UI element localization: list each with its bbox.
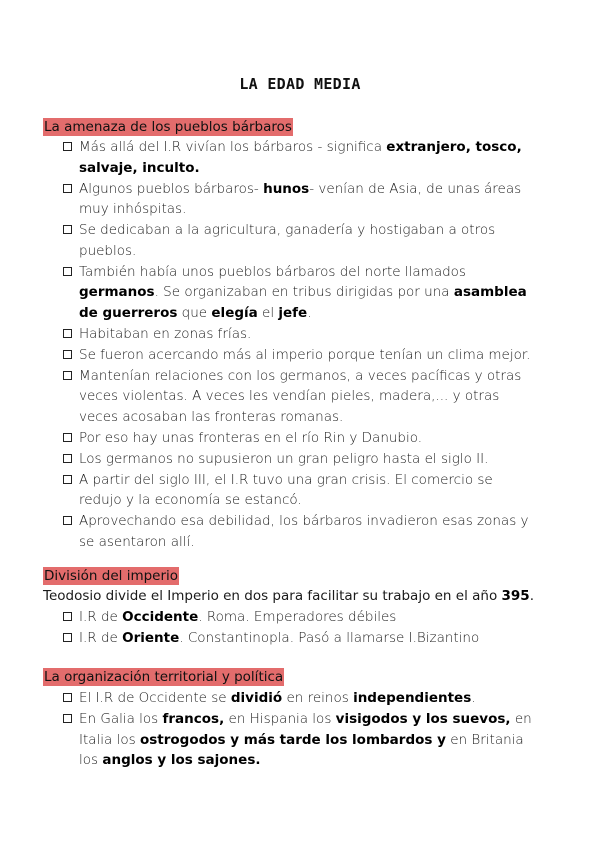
- checkbox-bullet-icon: [63, 454, 72, 463]
- text-segment: en Britania los: [79, 731, 524, 768]
- text-segment: en Hispania los: [224, 711, 336, 727]
- bold-text: independientes: [353, 690, 472, 706]
- text-segment: Los germanos no supusieron un gran peligro hasta el siglo II.: [79, 450, 489, 467]
- list-item: [63, 688, 538, 709]
- list-item: [63, 511, 538, 552]
- section-heading-territorial-organization: La organización territorial y política: [44, 669, 284, 685]
- text-segment: .: [307, 304, 312, 321]
- bold-text: Oriente: [122, 630, 180, 646]
- list-item: [63, 137, 538, 178]
- text-segment: En Galia los: [79, 711, 163, 727]
- checkbox-bullet-icon: [63, 693, 72, 702]
- bold-text: francos,: [162, 711, 225, 727]
- checkbox-bullet-icon: [63, 184, 72, 193]
- checkbox-bullet-icon: [63, 371, 72, 380]
- barbarian-threat-list: [63, 137, 538, 553]
- bold-text: jefe: [278, 304, 308, 321]
- text-segment: Por eso hay unas fronteras en el río Rin y Danubio.: [79, 429, 423, 446]
- checkbox-bullet-icon: [63, 225, 72, 234]
- list-item: [63, 262, 538, 324]
- checkbox-bullet-icon: [63, 714, 72, 723]
- list-item: [63, 709, 538, 771]
- list-item: [63, 324, 538, 345]
- text-segment: .: [529, 588, 534, 604]
- text-segment: Se dedicaban a la agricultura, ganadería y hostigaban a otros pueblos.: [79, 222, 496, 259]
- territorial-organization-list: [63, 688, 538, 771]
- text-segment: Algunos pueblos bárbaros-: [79, 180, 264, 197]
- text-segment: en reinos: [282, 690, 354, 706]
- text-segment: que: [177, 304, 212, 321]
- bold-text: 395: [501, 588, 530, 604]
- empire-division-intro: [43, 586, 563, 607]
- text-segment: El I.R de Occidente se: [79, 690, 231, 706]
- text-segment: I.R de: [79, 609, 123, 625]
- checkbox-bullet-icon: [63, 475, 72, 484]
- text-segment: en Italia los: [79, 711, 532, 748]
- text-segment: Se fueron acercando más al imperio porque tenían un clima mejor.: [79, 346, 531, 363]
- checkbox-bullet-icon: [63, 612, 72, 621]
- text-segment: . Se organizaban en tribus dirigidas por una: [154, 284, 454, 300]
- text-segment: . Constantinopla. Pasó a llamarse I.Bizantino: [179, 630, 480, 646]
- bold-text: asamblea de guerreros: [79, 284, 527, 321]
- page-title: LA EDAD MEDIA: [239, 75, 361, 93]
- checkbox-bullet-icon: [63, 267, 72, 276]
- text-segment: Habitaban en zonas frías.: [79, 325, 252, 342]
- checkbox-bullet-icon: [63, 142, 72, 151]
- list-item: [63, 345, 538, 366]
- text-segment: .: [471, 690, 476, 706]
- list-item: [63, 428, 538, 449]
- checkbox-bullet-icon: [63, 633, 72, 642]
- bold-text: elegía: [211, 304, 258, 321]
- list-item: [63, 449, 538, 470]
- bold-text: dividió: [230, 690, 283, 706]
- bold-text: hunos: [263, 180, 310, 197]
- checkbox-bullet-icon: [63, 433, 72, 442]
- checkbox-bullet-icon: [63, 329, 72, 338]
- section-heading-barbarian-threat: La amenaza de los pueblos bárbaros: [44, 119, 292, 135]
- bold-text: extranjero, tosco, salvaje, inculto.: [79, 139, 522, 176]
- text-segment: el: [257, 304, 279, 321]
- checkbox-bullet-icon: [63, 350, 72, 359]
- text-segment: Teodosio divide el Imperio en dos para facilitar su trabajo en el año: [43, 588, 502, 604]
- text-segment: Más allá del I.R vivían los bárbaros - significa: [79, 139, 387, 155]
- checkbox-bullet-icon: [63, 516, 72, 525]
- bold-text: visigodos y los suevos,: [335, 711, 511, 727]
- list-item: [63, 607, 538, 628]
- list-item: [63, 628, 538, 649]
- text-segment: También había unos pueblos bárbaros del norte llamados: [79, 263, 466, 280]
- empire-division-list: [63, 607, 538, 649]
- list-item: [63, 220, 538, 261]
- text-segment: - venían de Asia, de unas áreas muy inhóspitas.: [79, 180, 522, 217]
- text-segment: Aprovechando esa debilidad, los bárbaros invadieron esas zonas y se asentaron allí.: [79, 513, 529, 550]
- text-segment: . Roma. Emperadores débiles: [198, 609, 397, 625]
- list-item: [63, 179, 538, 220]
- bold-text: ostrogodos y más tarde los lombardos y: [139, 731, 446, 748]
- bold-text: anglos y los sajones.: [102, 752, 261, 768]
- text-segment: A partir del siglo III, el I.R tuvo una gran crisis. El comercio se redujo y la economía se estancó.: [79, 471, 493, 508]
- text-segment: Mantenían relaciones con los germanos, a veces pacíficas y otras veces violentas. A veces les vendían pieles, madera,... y otras veces acosaban las fronteras romanas.: [79, 367, 522, 425]
- list-item: [63, 470, 538, 511]
- section-heading-empire-division: División del imperio: [44, 568, 179, 584]
- list-item: [63, 366, 538, 428]
- bold-text: Occidente: [122, 609, 199, 625]
- text-segment: I.R de: [79, 630, 123, 646]
- bold-text: germanos: [79, 284, 155, 300]
